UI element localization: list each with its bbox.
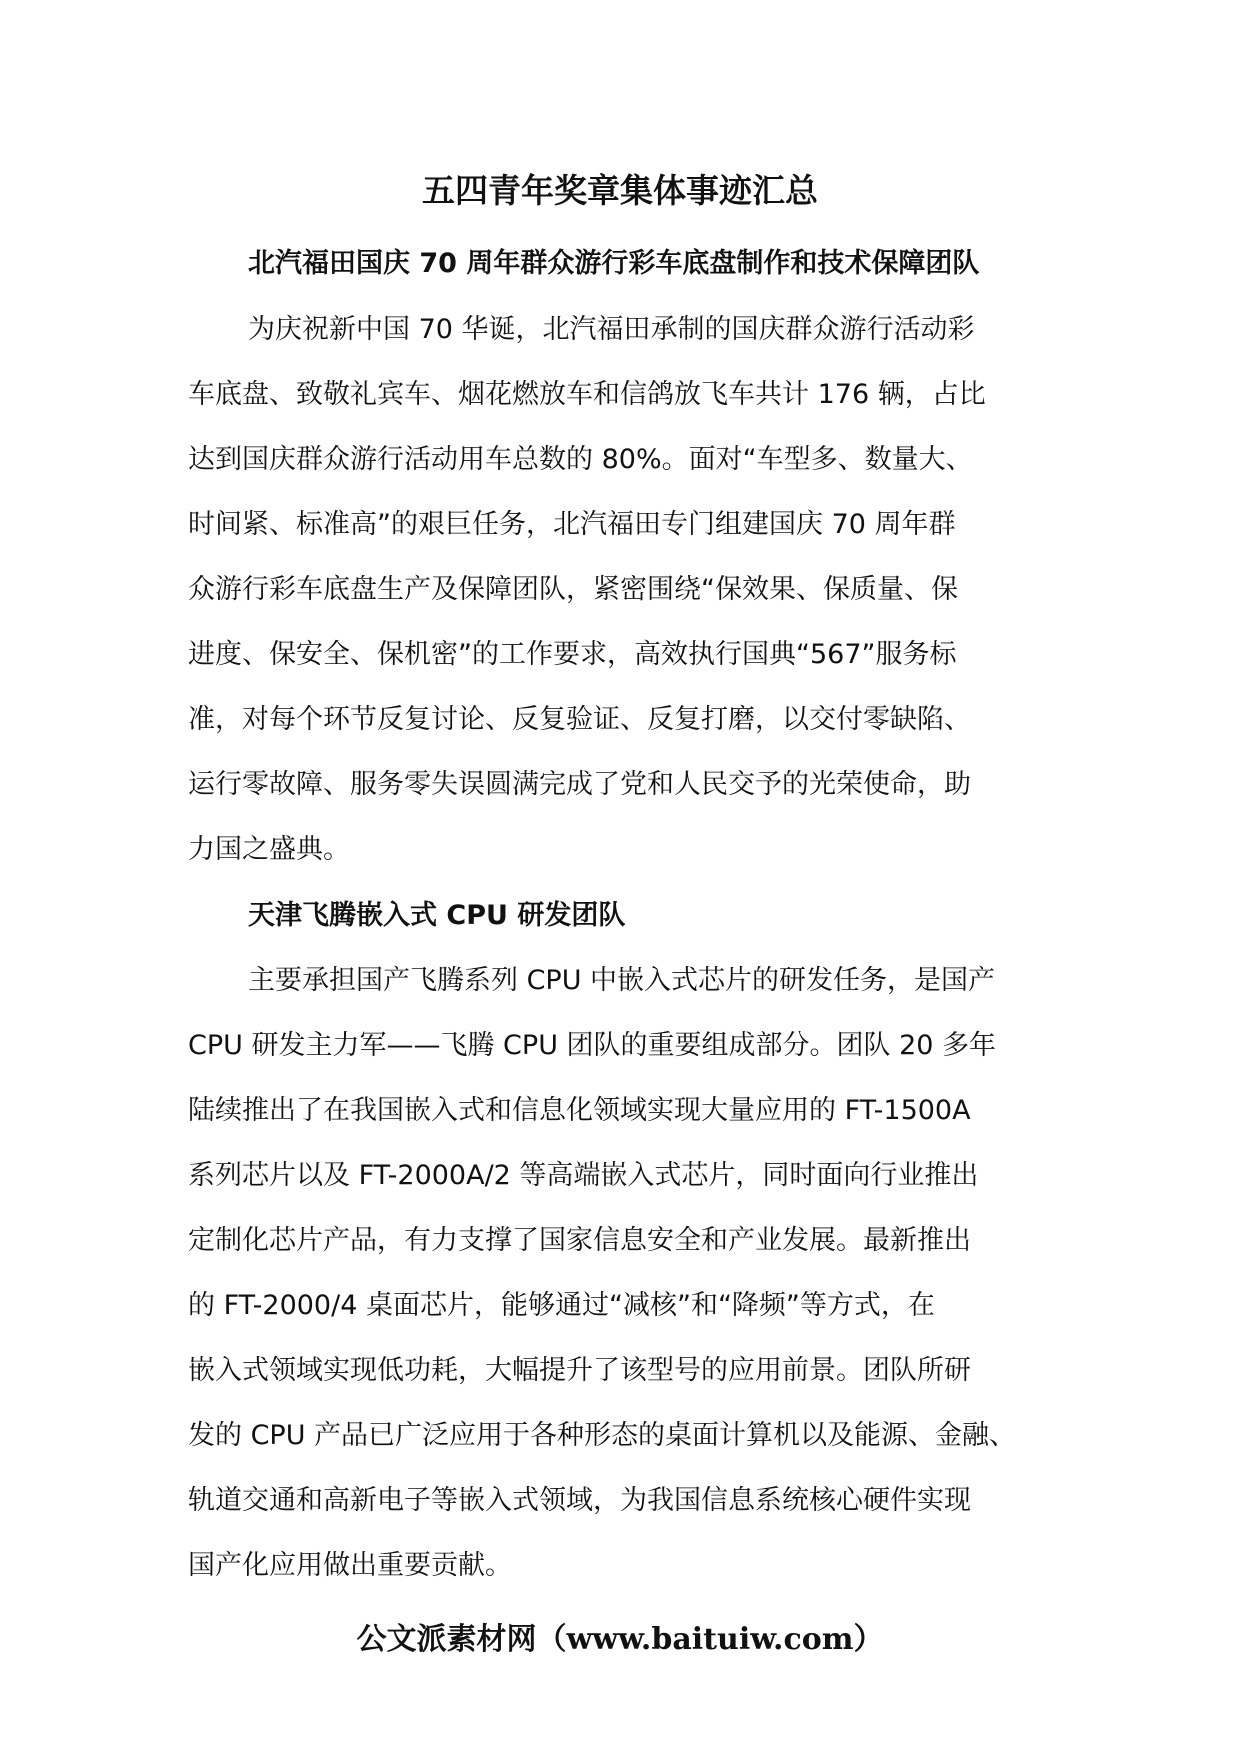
paragraph-line: 嵌入式领域实现低功耗，大幅提升了该型号的应用前景。团队所研 — [188, 1355, 971, 1386]
paragraph-line: CPU 研发主力军——飞腾 CPU 团队的重要组成部分。团队 20 多年 — [188, 1030, 997, 1061]
section-heading-beiqi-futian: 北汽福田国庆 70 周年群众游行彩车底盘制作和技术保障团队 — [248, 248, 980, 279]
section-paragraph-tianjin-phytium — [188, 948, 1068, 1598]
paragraph-line: 为庆祝新中国 70 华诞，北汽福田承制的国庆群众游行活动彩 — [248, 314, 975, 345]
paragraph-line: 达到国庆群众游行活动用车总数的 80%。面对“车型多、数量大、 — [188, 444, 973, 475]
section-paragraph-beiqi-futian — [188, 297, 1068, 882]
document-title: 五四青年奖章集体事迹汇总 — [422, 171, 818, 210]
paragraph-line: 陆续推出了在我国嵌入式和信息化领域实现大量应用的 FT-1500A — [188, 1095, 971, 1126]
footer-source: 公文派素材网（www.baituiw.com） — [356, 1622, 884, 1657]
paragraph-line: 运行零故障、服务零失误圆满完成了党和人民交予的光荣使命，助 — [188, 769, 971, 800]
paragraph-line: 轨道交通和高新电子等嵌入式领域，为我国信息系统核心硬件实现 — [188, 1485, 971, 1516]
paragraph-line: 车底盘、致敬礼宾车、烟花燃放车和信鸽放飞车共计 176 辆，占比 — [188, 379, 986, 410]
paragraph-line: 力国之盛典。 — [188, 834, 350, 865]
paragraph-line: 发的 CPU 产品已广泛应用于各种形态的桌面计算机以及能源、金融、 — [188, 1420, 1017, 1451]
section-heading-tianjin-phytium: 天津飞腾嵌入式 CPU 研发团队 — [248, 900, 626, 931]
paragraph-line: 定制化芯片产品，有力支撑了国家信息安全和产业发展。最新推出 — [188, 1225, 971, 1256]
paragraph-line: 进度、保安全、保机密”的工作要求，高效执行国典“567”服务标 — [188, 639, 957, 670]
paragraph-line: 主要承担国产飞腾系列 CPU 中嵌入式芯片的研发任务，是国产 — [248, 965, 996, 996]
paragraph-line: 众游行彩车底盘生产及保障团队，紧密围绕“保效果、保质量、保 — [188, 574, 958, 605]
paragraph-line: 时间紧、标准高”的艰巨任务，北汽福田专门组建国庆 70 周年群 — [188, 509, 956, 540]
paragraph-line: 国产化应用做出重要贡献。 — [188, 1550, 512, 1581]
paragraph-line: 的 FT-2000/4 桌面芯片，能够通过“减核”和“降频”等方式，在 — [188, 1290, 935, 1321]
paragraph-line: 准，对每个环节反复讨论、反复验证、反复打磨，以交付零缺陷、 — [188, 704, 971, 735]
paragraph-line: 系列芯片以及 FT-2000A/2 等高端嵌入式芯片，同时面向行业推出 — [188, 1160, 979, 1191]
